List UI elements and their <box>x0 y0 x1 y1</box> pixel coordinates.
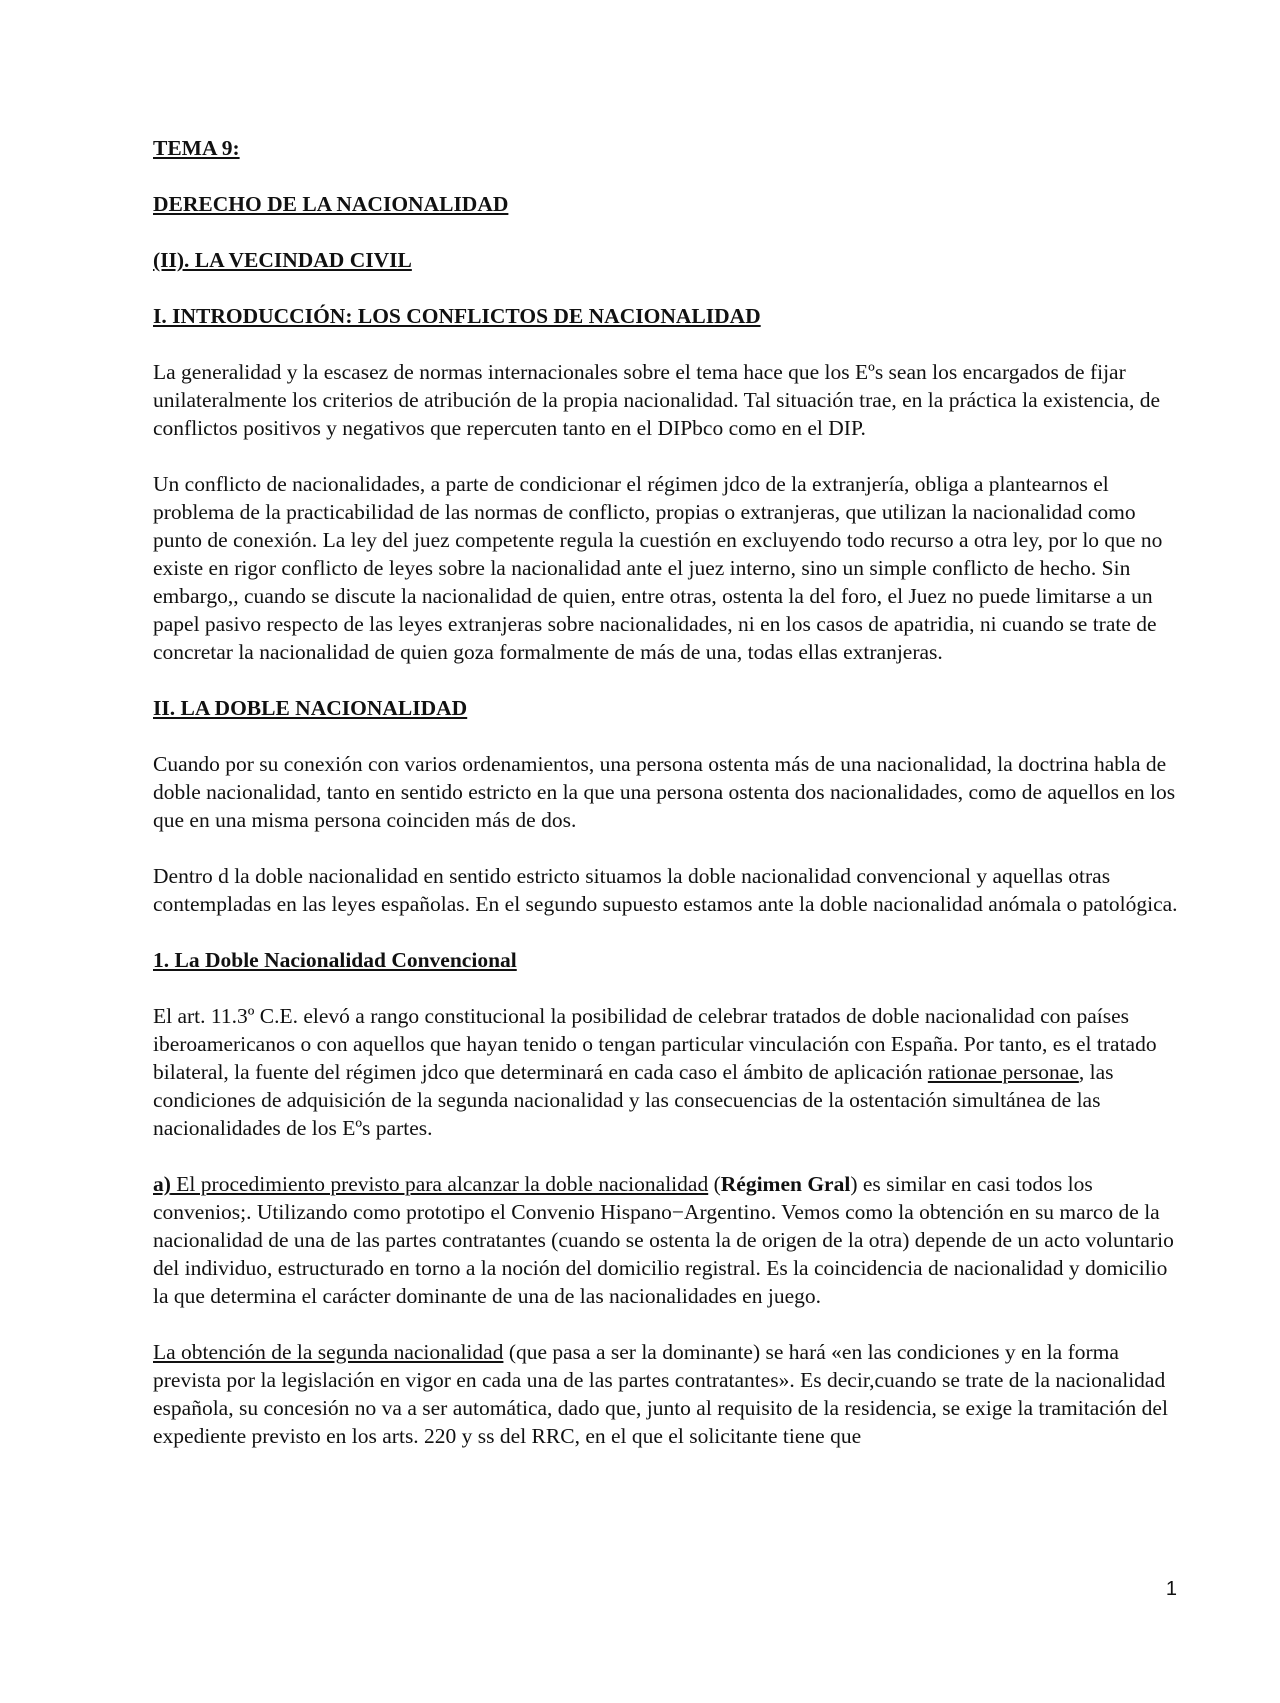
paragraph-text: El art. 11.3º C.E. elevó a rango constitucional la posibilidad de celebrar tratados de doble nacionalidad con países iberoamericanos o con aquellos que hayan tenido o tengan particular vinculación con España. Por tanto, es el tratado bilateral, la fuente del régimen jdco que determinará en cada caso el ámbito de aplicación <box>153 1004 1157 1084</box>
paragraph-general-regime <box>153 1170 1183 1310</box>
paragraph-constitution-article <box>153 1002 1183 1142</box>
item-marker: a) <box>153 1172 171 1196</box>
paragraph-text: ( <box>708 1172 721 1196</box>
underlined-lead: La obtención de la segunda nacionalidad <box>153 1340 504 1364</box>
underlined-lead <box>153 1172 708 1196</box>
paragraph-double-nationality-definition: Cuando por su conexión con varios ordenamientos, una persona ostenta más de una nacionalidad, la doctrina habla de doble nacionalidad, tanto en sentido estricto en la que una persona ostenta dos nacionalidades, como de aquellos en los que en una misma persona coinciden más de dos. <box>153 752 1176 832</box>
paragraph-second-nationality <box>153 1338 1183 1450</box>
subsection-heading-conventional: 1. La Doble Nacionalidad Convencional <box>153 948 517 972</box>
paragraph-conflict: Un conflicto de nacionalidades, a parte de condicionar el régimen jdco de la extranjería, obliga a plantearnos el problema de la practicabilidad de las normas de conflicto, propias o extranjeras, que utilizan la nacionalidad como punto de conexión. La ley del juez competente regula la cuestión en excluyendo todo recurso a otra ley, por lo que no existe en rigor conflicto de leyes sobre la nacionalidad ante el juez interno, sino un simple conflicto de hecho. Sin embargo,, cuando se discute la nacionalidad de quien, entre otras, ostenta la del foro, el Juez no puede limitarse a un papel pasivo respecto de las leyes extranjeras sobre nacionalidades, ni en los casos de apatridia, ni cuando se trate de concretar la nacionalidad de quien goza formalmente de más de una, todas ellas extranjeras. <box>153 472 1163 664</box>
paragraph-strict-sense: Dentro d la doble nacionalidad en sentido estricto situamos la doble nacionalidad convencional y aquellas otras contempladas en las leyes españolas. En el segundo supuesto estamos ante la doble nacionalidad anómala o patológica. <box>153 864 1178 916</box>
latin-term: rationae personae <box>927 1060 1079 1084</box>
section-heading-double-nationality: II. LA DOBLE NACIONALIDAD <box>153 696 468 720</box>
lead-text: El procedimiento previsto para alcanzar la doble nacionalidad <box>170 1172 709 1196</box>
paragraph-text: ) es similar en casi todos los convenios;. Utilizando como prototipo el Convenio Hispano−Argentino. Vemos como la obtención en su marco de la nacionalidad de una de las partes contratantes (cuando se ostenta la de origen de la otra) depende de un acto voluntario del individuo, estructurado en torno a la noción del domicilio registral. Es la coincidencia de nacionalidad y domicilio la que determina el carácter dominante de una de las nacionalidades en juego. <box>153 1172 1174 1308</box>
page-number: 1 <box>1165 1578 1177 1600</box>
paragraph-text: , las condiciones de adquisición de la segunda nacionalidad y las consecuencias de la ostentación simultánea de las nacionalidades de los Eºs partes. <box>153 1060 1114 1140</box>
subtitle-heading: (II). LA VECINDAD CIVIL <box>153 248 412 272</box>
topic-heading: TEMA 9: <box>153 136 240 160</box>
title-heading: DERECHO DE LA NACIONALIDAD <box>153 192 509 216</box>
paragraph-text: (que pasa a ser la dominante) se hará «en las condiciones y en la forma prevista por la legislación en vigor en cada una de las partes contratantes». Es decir,cuando se trate de la nacionalidad española, su concesión no va a ser automática, dado que, junto al requisito de la residencia, se exige la tramitación del expediente previsto en los arts. 220 y ss del RRC, en el que el solicitante tiene que <box>153 1340 1168 1448</box>
document-page <box>153 134 1183 1478</box>
section-heading-introduction: I. INTRODUCCIÓN: LOS CONFLICTOS DE NACIONALIDAD <box>153 304 761 328</box>
paragraph-introduction: La generalidad y la escasez de normas internacionales sobre el tema hace que los Eºs sean los encargados de fijar unilateralmente los criterios de atribución de la propia nacionalidad. Tal situación trae, en la práctica la existencia, de conflictos positivos y negativos que repercuten tanto en el DIPbco como en el DIP. <box>153 360 1160 440</box>
bold-term: Régimen Gral <box>720 1172 851 1196</box>
